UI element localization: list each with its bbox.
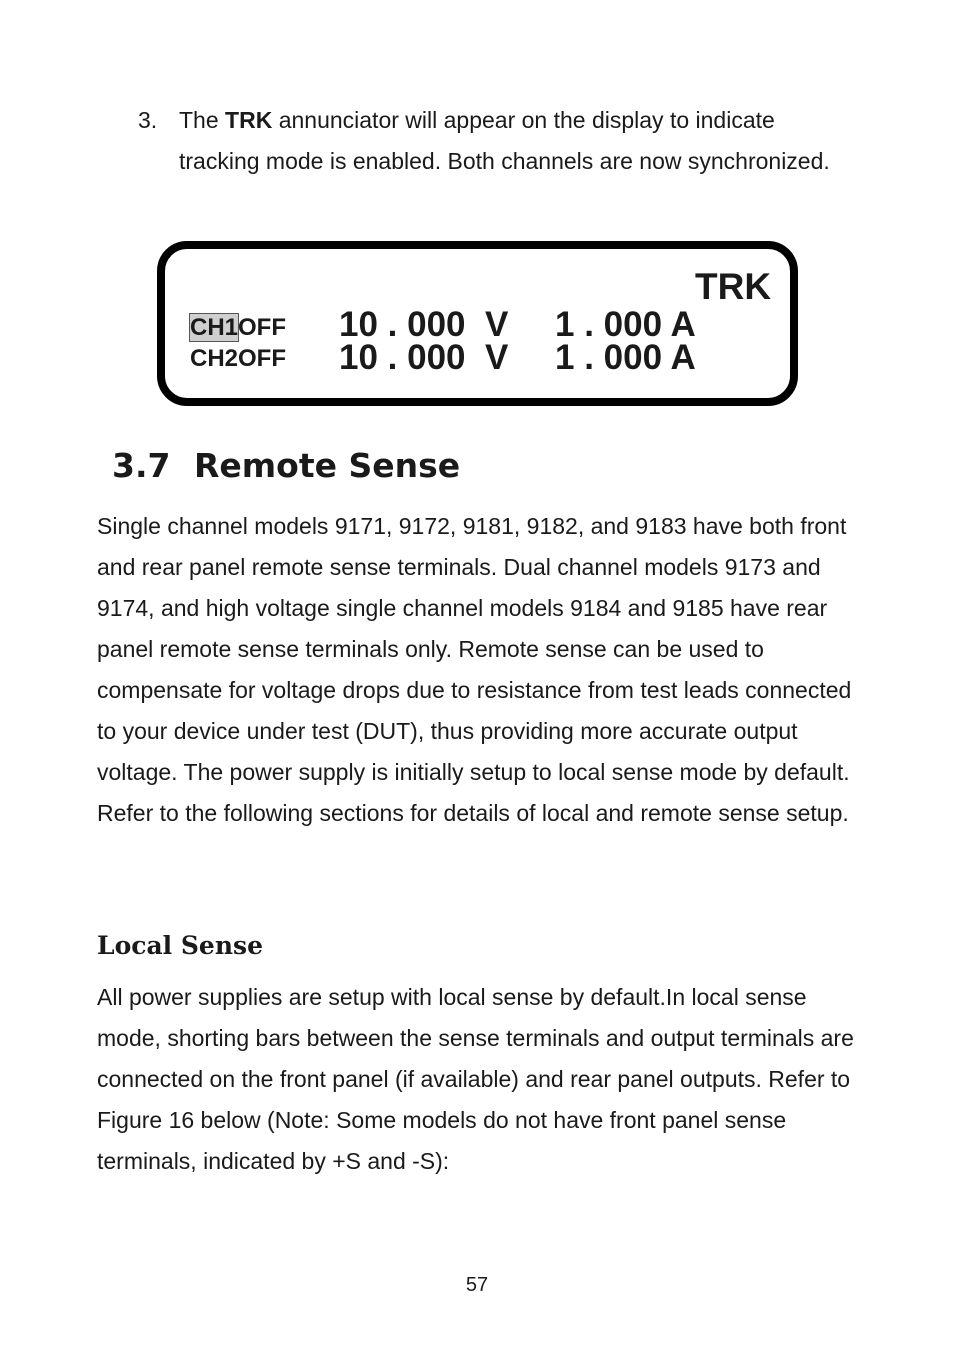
lcd-row-ch2 — [190, 338, 696, 430]
step-text — [179, 100, 858, 182]
section-heading — [112, 443, 460, 489]
step-bold-term: TRK — [225, 107, 273, 133]
step-prefix: The — [179, 107, 226, 133]
current-readout: 1 . 000 A — [555, 305, 696, 344]
section-title: Remote Sense — [194, 446, 461, 485]
channel-label: CH1 — [190, 314, 239, 341]
step-number: 3. — [138, 107, 158, 133]
voltage-readout: 10 . 000 V — [339, 338, 509, 377]
channel-state: OFF — [238, 345, 287, 372]
channel-status — [190, 316, 286, 340]
section-body: Single channel models 9171, 9172, 9181, 9182, and 9183 have both front and rear panel remote sense terminals. Dual channel models 9173 and 9174, and high voltage single channel models 9184 and 9185 have rear panel remote sense terminals only. Remote sense can be used to compensate for voltage drops due to resistance from test leads connected to your device under test (DUT), thus providing more accurate output voltage. The power supply is initially setup to local sense mode by default. Refer to the following sections for details of local and remote sense setup. — [97, 513, 852, 826]
channel-label: CH2 — [190, 345, 239, 372]
step-suffix: annunciator will appear on the display to indicate tracking mode is enabled. Both channels are now synchronized. — [179, 107, 830, 174]
page-number: 57 — [465, 1274, 489, 1296]
current-readout: 1 . 000 A — [555, 338, 696, 377]
section-number: 3.7 — [112, 446, 171, 485]
channel-status — [190, 347, 286, 371]
channel-state: OFF — [238, 314, 287, 341]
subsection-body: All power supplies are setup with local sense by default.In local sense mode, shorting bars between the sense terminals and output terminals are connected on the front panel (if available) and rear panel outputs. Refer to Figure 16 below (Note: Some models do not have front panel sense terminals, indicated by +S and -S): — [97, 984, 854, 1174]
lcd-display — [157, 241, 798, 406]
step-3 — [138, 100, 858, 182]
trk-annunciator: TRK — [695, 266, 772, 307]
subsection-heading: Local Sense — [97, 931, 263, 960]
voltage-readout: 10 . 000 V — [339, 305, 509, 344]
